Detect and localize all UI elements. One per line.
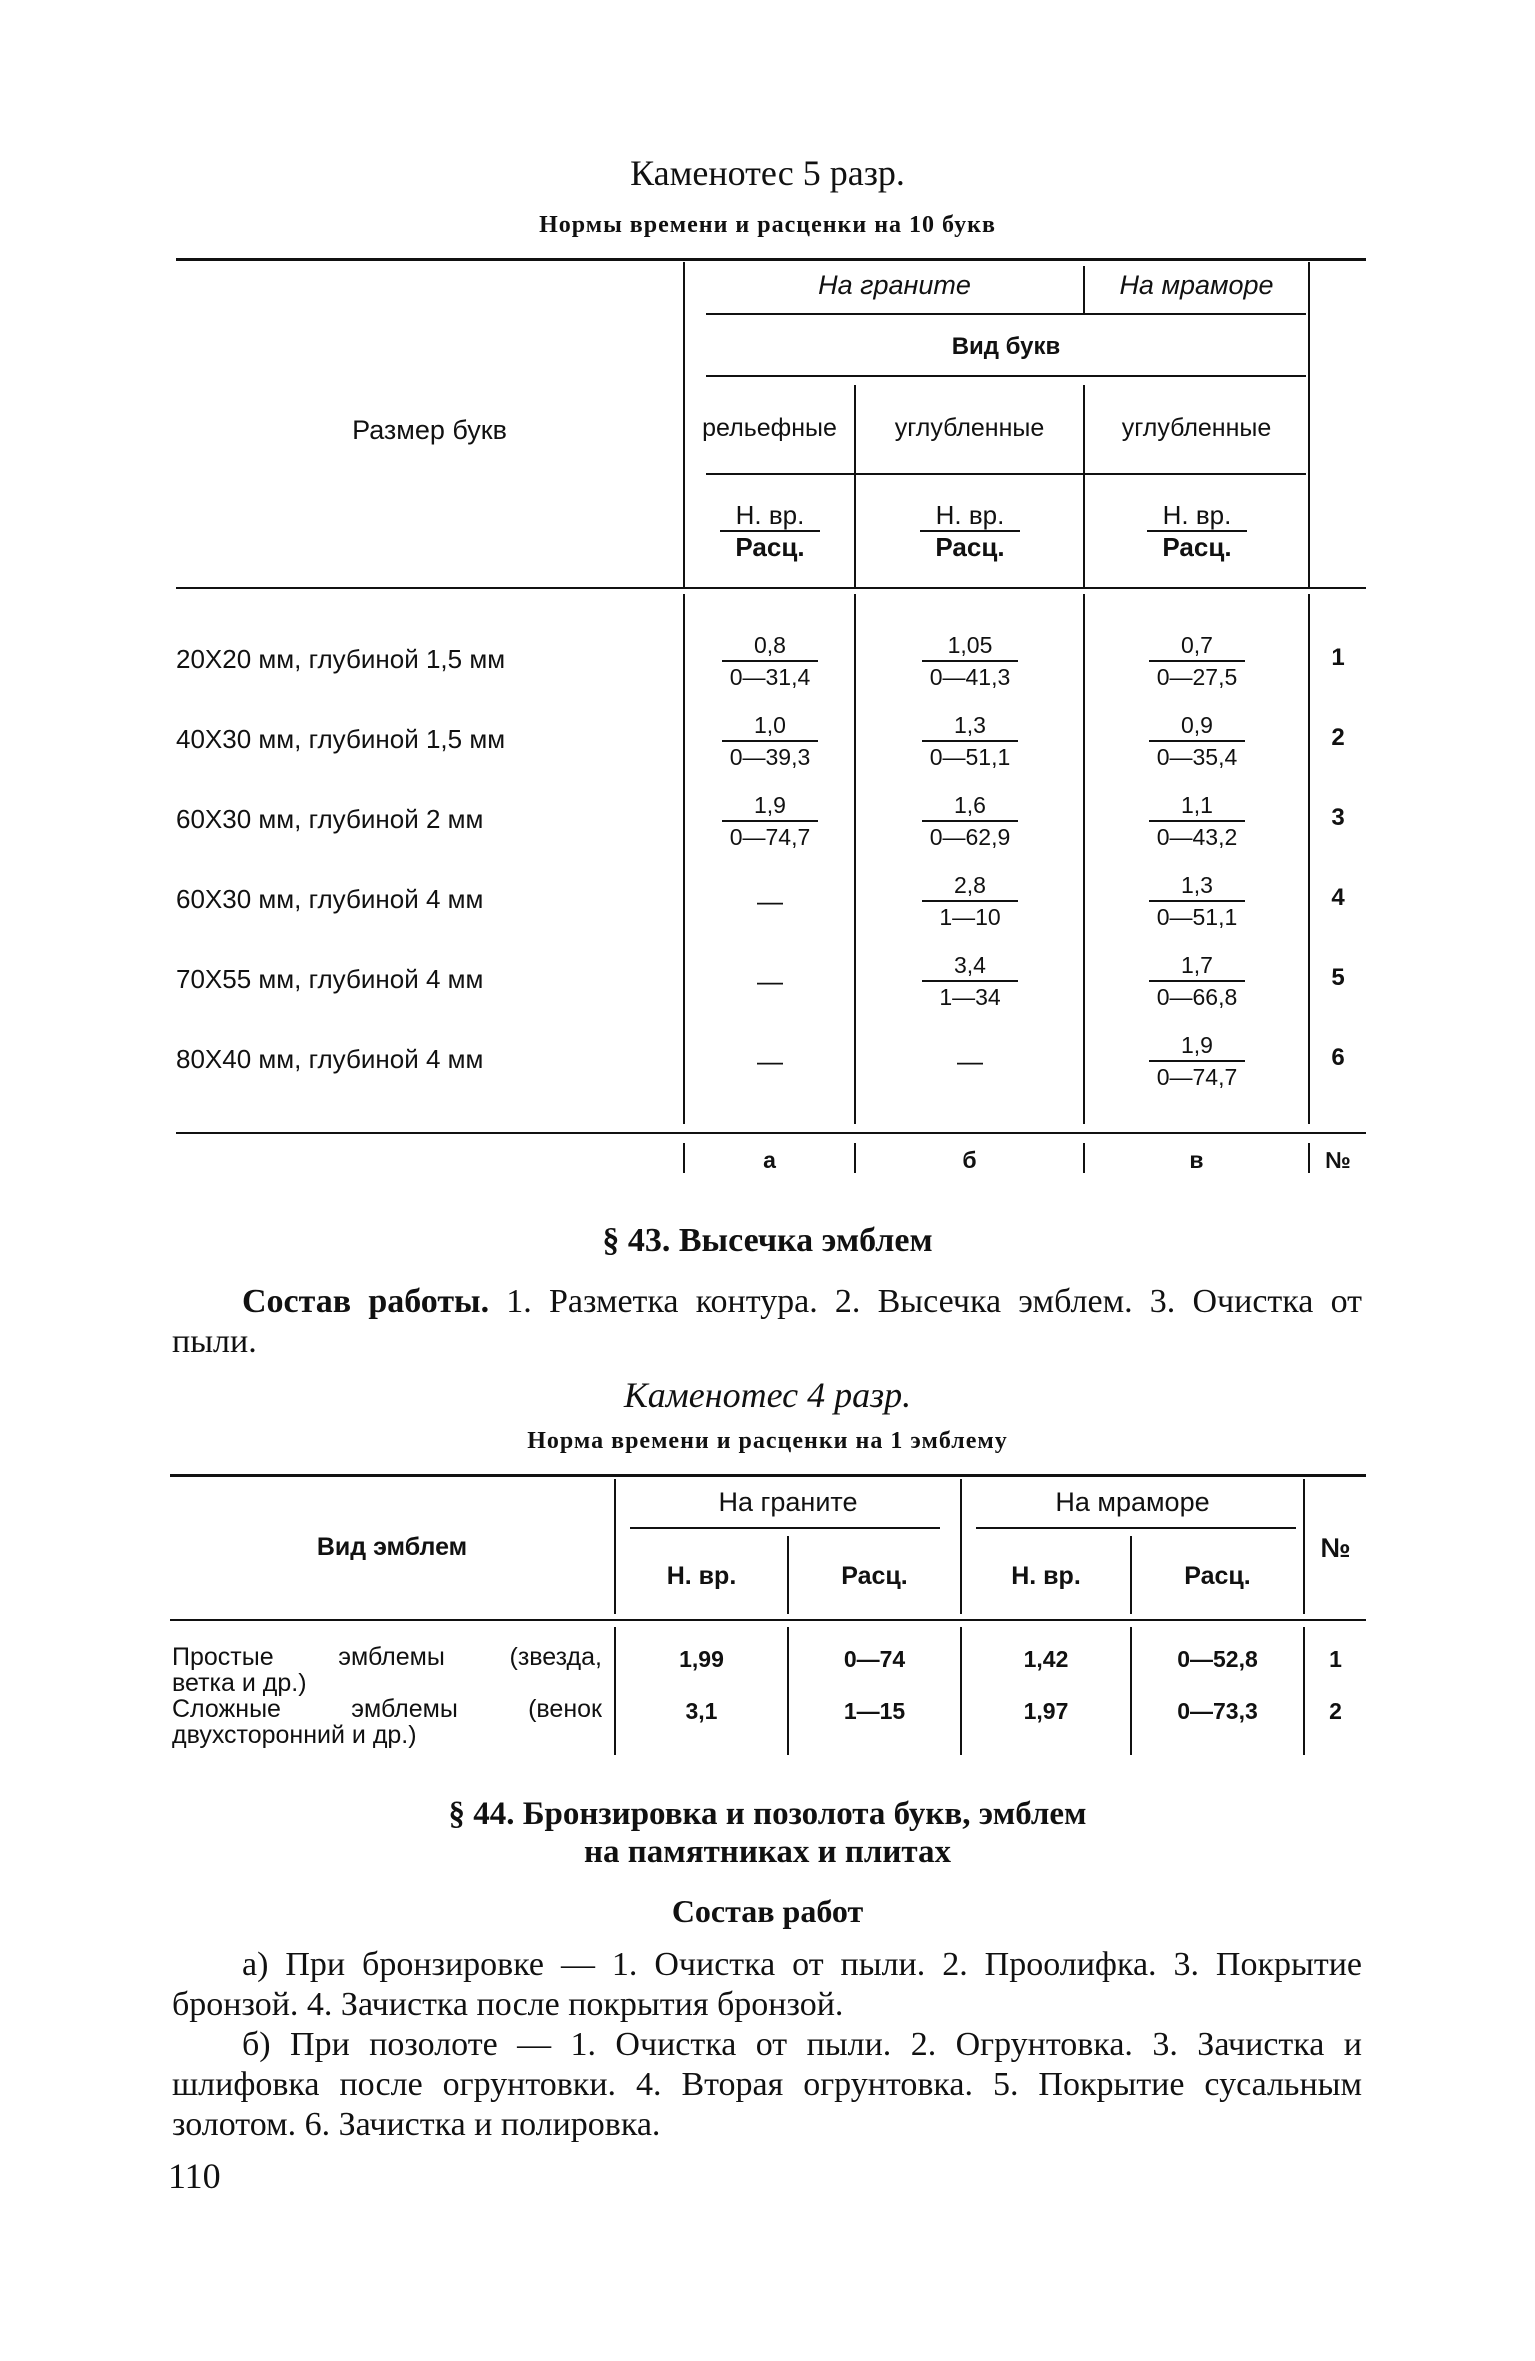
col-deep-granite: углубленные [894,414,1045,442]
table-row-label: 70X55 мм, глубиной 4 мм [176,964,484,994]
section-43-worker: Каменотес 4 разр. [623,1375,912,1415]
table-cell-fraction [900,630,1040,692]
group-marble: На мраморе [1119,270,1274,300]
fraction-denominator: 0—27,5 [1156,664,1238,690]
section-43-heading: § 43. Высечка эмблем [602,1222,933,1259]
para-gilding: б) При позолоте — 1. Очистка от пыли. 2. Огрунтовка. 3. Зачистка и шлифовка после огрунтовки. 4. Вторая огрунтовка. 5. Покрытие сусальным золотом. 6. Зачистка и полировка. [172,2026,1362,2143]
table-cell-dash: — [757,886,783,916]
table-row-label: 60X30 мм, глубиной 4 мм [176,884,484,914]
kind-rule [706,375,1306,377]
table-cell-dash: — [957,1046,983,1076]
footer-col-c: в [1189,1147,1204,1173]
table-cell: 1,99 [679,1646,724,1672]
fraction-denominator: 1—34 [939,984,1001,1010]
unit-top: Н. вр. [935,500,1005,530]
section-44-heading [0,1795,1535,1871]
table-row-label: 60X30 мм, глубиной 2 мм [176,804,484,834]
group-marble: На мраморе [1055,1487,1210,1517]
group-granite: На граните [718,1487,858,1517]
table-row-number: 2 [1331,724,1345,751]
fraction-numerator: 0,8 [754,632,786,658]
unit-bottom: Расц. [1162,532,1232,562]
group-granite: На граните [818,270,971,300]
table-cell: 2 [1329,1698,1342,1724]
table-cell: 1,42 [1023,1646,1069,1672]
table-row-label: ветка и др.) [172,1669,307,1697]
section-title: Каменотес 5 разр. [630,153,905,193]
unit-bottom: Расц. [735,532,805,562]
table-cell-fraction [700,790,840,852]
table-cell: 0—73,3 [1177,1698,1258,1724]
table-row-label: 40X30 мм, глубиной 1,5 мм [176,724,506,754]
kind-header: Вид букв [951,333,1061,360]
table-cell-fraction [1127,630,1267,692]
fraction-denominator: 0—35,4 [1156,744,1238,770]
table-cell-fraction [1127,1030,1267,1092]
fraction-denominator: 0—51,1 [929,744,1011,770]
table-row-label: 80X40 мм, глубиной 4 мм [176,1044,484,1074]
unit-fraction [700,500,840,562]
composition-label: Состав работы. [242,1283,490,1320]
col-relief: рельефные [702,414,837,442]
fraction-numerator: 2,8 [954,872,986,898]
table-cell: 1—15 [843,1698,906,1724]
unit-top: Н. вр. [735,500,805,530]
fraction-numerator: 1,6 [954,792,986,818]
fraction-denominator: 0—51,1 [1156,904,1238,930]
table-row-label: Простые эмблемы (звезда, [172,1643,602,1671]
col-granite-nvr: Н. вр. [666,1562,737,1590]
table-cell-fraction [900,710,1040,772]
unit-fraction [1127,500,1267,562]
footer-col-a: а [763,1147,776,1173]
fraction-denominator: 1—10 [939,904,1001,930]
row-header: Размер букв [352,415,507,445]
table-cell: 3,1 [685,1698,718,1724]
unit-fraction [900,500,1040,562]
table-row-label: двухсторонний и др.) [172,1721,417,1749]
col-marble-nvr: Н. вр. [1011,1562,1081,1590]
group-rule [976,1527,1296,1529]
col-deep-marble: углубленные [1121,414,1272,442]
table-row-number: 1 [1331,644,1345,671]
section-43-composition [172,1282,1362,1362]
table-cell-fraction [1127,710,1267,772]
fraction-numerator: 0,9 [1181,712,1213,738]
footer-col-b: б [962,1147,977,1173]
fraction-denominator: 0—74,7 [1156,1064,1238,1090]
heading-line: § 44. Бронзировка и позолота букв, эмблем [448,1796,1087,1832]
fraction-denominator: 0—62,9 [929,824,1011,850]
fraction-numerator: 1,3 [954,712,986,738]
table-row-number: 6 [1331,1044,1345,1071]
page-number: 110 [168,2156,221,2196]
num-header: № [1320,1533,1351,1563]
table-cell-dash: — [757,966,783,996]
table-cell-fraction [700,630,840,692]
table-cell-fraction [900,790,1040,852]
table-top-rule [176,258,1366,261]
section-subtitle: Нормы времени и расценки на 10 букв [539,212,996,238]
fraction-denominator: 0—43,2 [1156,824,1238,850]
col-divider [854,594,856,1124]
fraction-numerator: 1,05 [947,632,993,658]
table-top-rule [170,1474,1366,1477]
fraction-numerator: 1,9 [754,792,786,818]
sub-rule [706,473,1306,475]
table-cell-dash: — [757,1046,783,1076]
col-divider [683,594,685,1124]
table-header-rule [170,1619,1366,1621]
table-cell: 0—52,8 [1177,1646,1258,1672]
para-bronze: а) При бронзировке — 1. Очистка от пыли. 2. Проолифка. 3. Покрытие бронзой. 4. Зачистка после покрытия бронзой. [172,1946,1362,2023]
group-rule [706,313,1306,315]
col-divider [1308,262,1310,587]
table-cell: 0—74 [843,1646,906,1672]
table-cell: 1 [1329,1646,1342,1672]
fraction-numerator: 1,0 [754,712,786,738]
fraction-denominator: 0—41,3 [929,664,1011,690]
table-header-rule [176,587,1366,589]
row-header: Вид эмблем [316,1533,468,1561]
group-rule [630,1527,940,1529]
table-row-label: Сложные эмблемы (венок [172,1695,602,1723]
table-cell-fraction [1127,950,1267,1012]
table-cell-fraction [900,870,1040,932]
col-granite-rasc: Расц. [841,1562,908,1590]
fraction-numerator: 3,4 [954,952,986,978]
table-cell-fraction [900,950,1040,1012]
composition-heading: Состав работ [671,1893,864,1929]
unit-bottom: Расц. [935,532,1005,562]
fraction-denominator: 0—66,8 [1156,984,1238,1010]
section-43-subtitle: Норма времени и расценки на 1 эмблему [527,1428,1008,1454]
fraction-numerator: 1,3 [1181,872,1213,898]
fraction-numerator: 1,1 [1181,792,1213,818]
fraction-denominator: 0—39,3 [729,744,811,770]
table-row-number: 3 [1331,804,1345,831]
composition-text: 1. Разметка контура. 2. Высечка эмблем. 3. Очистка от пыли. [172,1283,1362,1360]
table-cell-fraction [1127,790,1267,852]
fraction-numerator: 0,7 [1181,632,1213,658]
heading-line: на памятниках и плитах [583,1834,952,1870]
table-row-number: 5 [1331,964,1345,991]
footer-col-num: № [1325,1147,1351,1173]
unit-top: Н. вр. [1162,500,1232,530]
col-divider [1083,594,1085,1124]
fraction-numerator: 1,9 [1181,1032,1213,1058]
table-bottom-rule [176,1132,1366,1134]
table-cell-fraction [700,710,840,772]
fraction-denominator: 0—31,4 [729,664,811,690]
table-cell-fraction [1127,870,1267,932]
table-row-number: 4 [1331,884,1345,911]
table-cell: 1,97 [1023,1698,1069,1724]
fraction-numerator: 1,7 [1181,952,1213,978]
col-marble-rasc: Расц. [1184,1562,1251,1590]
fraction-denominator: 0—74,7 [729,824,811,850]
table-row-label: 20X20 мм, глубиной 1,5 мм [176,644,506,674]
